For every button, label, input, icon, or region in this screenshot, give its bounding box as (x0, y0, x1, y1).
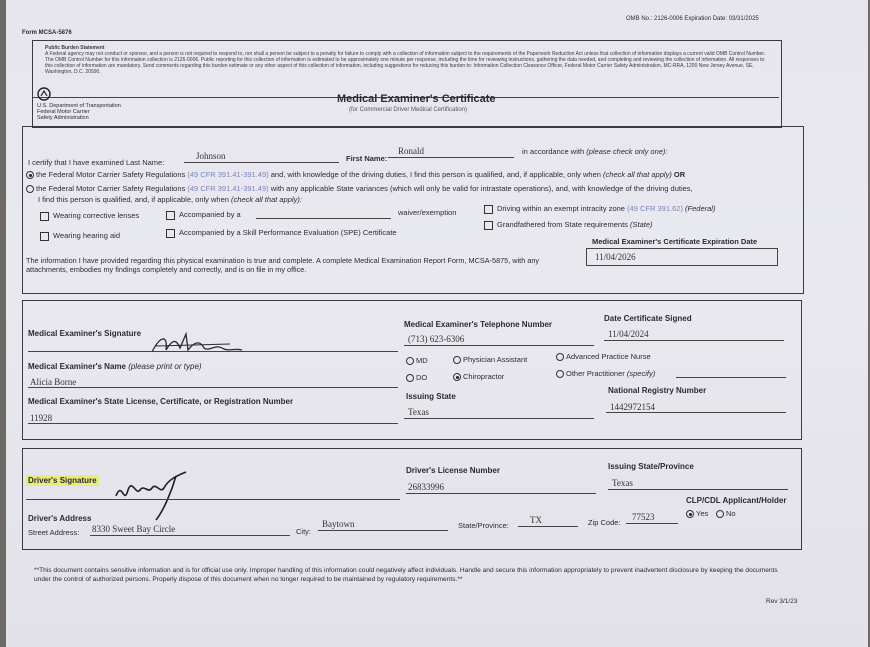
lenses-label: Wearing corrective lenses (53, 211, 140, 220)
state-province-label: State/Province: (458, 521, 509, 530)
header-box (32, 40, 782, 128)
issuing-state-value: Texas (408, 407, 429, 417)
zip-label: Zip Code: (588, 518, 621, 527)
agency-line-2: Safety Administration (37, 115, 89, 121)
opt1-text-b: and, with knowledge of the driving duties, I find this person is qualified, and, if applicable, only when (270, 170, 601, 179)
do-radio[interactable] (406, 374, 414, 382)
examiner-name-label-text: Medical Examiner's Name (28, 362, 126, 371)
md-option[interactable] (406, 356, 428, 365)
driver-signature-label-text: Driver's Signature (28, 476, 97, 485)
license-line (28, 423, 398, 424)
state-province-value: TX (530, 515, 542, 525)
driver-signature[interactable] (106, 466, 202, 529)
phone-label: Medical Examiner's Telephone Number (404, 320, 553, 329)
driver-state-value: Texas (612, 478, 633, 488)
examiner-name-hint: (please print or type) (128, 362, 202, 371)
date-signed-value: 11/04/2024 (608, 329, 649, 339)
city-line (318, 530, 448, 531)
registry-line (606, 412, 786, 413)
dept-name: U.S. Department of Transportation (37, 103, 121, 109)
issuing-state-line (404, 418, 594, 419)
issuing-state-label: Issuing State (406, 392, 456, 401)
driver-license-value: 26833996 (408, 482, 444, 492)
other-radio[interactable] (556, 370, 564, 378)
hearing-checkbox[interactable] (40, 232, 49, 241)
do-label: DO (416, 373, 428, 382)
date-signed-label: Date Certificate Signed (604, 314, 692, 323)
examiner-signature-line (28, 351, 398, 352)
registry-value: 1442972154 (610, 402, 655, 412)
opt2-citation[interactable]: (49 CFR 391.41-391.49) (187, 184, 269, 193)
street-value: 8330 Sweet Bay Circle (92, 524, 176, 534)
other-hint: (specify) (626, 369, 656, 378)
opt2-text-c: I find this person is qualified, and, if applicable, only when (38, 195, 229, 204)
last-name-value: Johnson (196, 151, 226, 161)
driver-signature-label (26, 476, 99, 485)
city-value: Baytown (322, 519, 355, 529)
opt2-text-a: the Federal Motor Carrier Safety Regulations (36, 184, 186, 193)
federal-radio[interactable] (26, 171, 34, 179)
apn-option[interactable] (556, 352, 651, 361)
spe-label: Accompanied by a Skill Performance Evaluation (SPE) Certificate (179, 228, 397, 237)
apn-label: Advanced Practice Nurse (566, 352, 651, 361)
other-option[interactable] (556, 369, 655, 378)
checkbox-grandfathered[interactable] (484, 220, 653, 230)
waiver-label: waiver/exemption (398, 208, 457, 217)
expiration-date: 11/04/2026 (595, 252, 636, 262)
md-radio[interactable] (406, 357, 414, 365)
intracity-label: Driving within an exempt intracity zone (497, 204, 625, 213)
clp-yes-label: Yes (696, 509, 709, 518)
zip-value: 77523 (632, 512, 655, 522)
examiner-signature[interactable] (146, 326, 256, 365)
chiro-label: Chiropractor (463, 372, 505, 381)
examiner-name-value: Alicia Borne (30, 377, 77, 387)
registry-label: National Registry Number (608, 386, 707, 395)
intracity-federal: (Federal) (685, 204, 716, 213)
expiration-label: Medical Examiner's Certificate Expiration Date (592, 237, 758, 246)
option-state[interactable] (26, 184, 693, 193)
hearing-label: Wearing hearing aid (53, 231, 120, 240)
clp-no-label: No (726, 509, 736, 518)
agency-line-1: Federal Motor Carrier (37, 109, 90, 115)
date-signed-line (604, 340, 784, 341)
accompanied-checkbox[interactable] (166, 211, 175, 220)
do-option[interactable] (406, 373, 427, 382)
opt1-citation[interactable]: (49 CFR 391.41-391.49) (187, 170, 269, 179)
zip-line (626, 523, 678, 524)
checkbox-hearing[interactable] (40, 231, 120, 241)
pa-label: Physician Assistant (463, 355, 528, 364)
pa-option[interactable] (453, 355, 527, 364)
cert-intro: I certify that I have examined Last Name: (28, 158, 165, 167)
opt1-or: OR (673, 170, 686, 179)
driver-address-label: Driver's Address (28, 514, 92, 523)
checkbox-intracity[interactable] (484, 204, 715, 214)
md-label: MD (416, 356, 428, 365)
driver-license-label: Driver's License Number (406, 466, 500, 475)
examiner-name-line (28, 387, 398, 388)
opt1-text-c: (check all that apply) (603, 170, 672, 179)
street-label: Street Address: (28, 528, 80, 537)
chiro-radio[interactable] (453, 373, 461, 381)
check-one-hint: (please check only one): (586, 147, 668, 156)
accordance-text: in accordance with (522, 147, 585, 156)
spe-checkbox[interactable] (166, 229, 175, 238)
clp-yes-option[interactable] (686, 509, 708, 518)
opt1-text-a: the Federal Motor Carrier Safety Regulations (36, 170, 186, 179)
pa-radio[interactable] (453, 356, 461, 364)
intracity-checkbox[interactable] (484, 205, 493, 214)
sensitivity-notice: **This document contains sensitive information and is for official use only. Improper handling of this information could negatively affect individuals. Handle and secure this information appropriately to prevent inadvertent disclosure by keeping the documents under the control of authorized persons. Properly dispose of this document when no longer required to be maintained by regulatory requirements.** (34, 567, 778, 583)
driver-state-label: Issuing State/Province (608, 462, 694, 471)
certificate-subtitle: (for Commercial Driver Medical Certification) (349, 107, 468, 113)
grandfathered-state: (State) (630, 220, 653, 229)
form-number: Form MCSA-5876 (22, 30, 72, 36)
state-province-line (518, 526, 578, 527)
license-value: 11928 (30, 413, 53, 423)
omb-number: OMB No.: 2126-0006 Expiration Date: 03/31/2025 (626, 16, 759, 22)
burden-statement (45, 45, 773, 95)
grandfathered-label: Grandfathered from State requirements (497, 220, 628, 229)
clp-yes-radio[interactable] (686, 510, 694, 518)
accompanied-label: Accompanied by a (179, 210, 241, 219)
lenses-checkbox[interactable] (40, 212, 49, 221)
phone-value: (713) 623-6306 (408, 334, 465, 344)
grandfathered-checkbox[interactable] (484, 221, 493, 230)
other-line[interactable] (676, 377, 786, 378)
examiner-statement: The information I have provided regarding this physical examination is true and complete. A complete Medical Examination Report Form, MCSA-5875, with any attachments, embodies my findings completely and correctly, and is on file in my office. (26, 256, 540, 274)
clp-no-option[interactable] (716, 509, 736, 518)
burden-title: Public Burden Statement (45, 45, 105, 51)
license-label: Medical Examiner's State License, Certificate, or Registration Number (28, 397, 294, 406)
examiner-signature-label: Medical Examiner's Signature (28, 329, 142, 338)
clp-label: CLP/CDL Applicant/Holder (686, 496, 787, 505)
agency-block (37, 103, 121, 121)
certificate-title: Medical Examiner's Certificate (337, 93, 496, 105)
other-label: Other Practitioner (566, 369, 625, 378)
certificate-sheet (6, 0, 868, 647)
expiration-box[interactable] (586, 248, 778, 266)
opt2-line2 (38, 195, 302, 204)
chiro-option[interactable] (453, 372, 504, 381)
street-line (90, 535, 290, 536)
state-variance-radio[interactable] (26, 185, 34, 193)
checkbox-accompanied[interactable] (166, 210, 241, 220)
city-label: City: (296, 527, 311, 536)
first-name-line (388, 157, 514, 158)
accordance (522, 147, 668, 156)
apn-radio[interactable] (556, 353, 564, 361)
option-federal[interactable] (26, 170, 685, 179)
clp-no-radio[interactable] (716, 510, 724, 518)
phone-line (404, 345, 594, 346)
last-name-line (184, 162, 339, 163)
checkbox-spe[interactable] (166, 228, 397, 238)
accompanied-line[interactable] (256, 218, 391, 219)
driver-license-line (406, 493, 596, 494)
driver-state-line (608, 489, 788, 490)
examiner-name-label (28, 362, 202, 371)
burden-text: A Federal agency may not conduct or sponsor, and a person is not required to respond to, nor shall a person be subject to a penalty for failure to comply with a collection of information subject to the requirements of the Paperwork Reduction Act unless that collection of information displays a current valid OMB Control Number. The OMB Control Number for this information collection is 2126-0006. Public reporting for this collection of information is estimated to be approximately one minute per response, including the time for reviewing instructions, gathering the data needed, and completing and reviewing the collection of information. All responses to this collection of information are mandatory. Send comments regarding this burden estimate or any other aspect of this collection of information, including suggestions for reducing this burden to: Information Collection Clearance Officer, Federal Motor Carrier Safety Administration, MC-RRA, 1200 New Jersey Avenue, SE, Washington, D.C. 20590. (45, 51, 766, 75)
opt2-text-b: with any applicable State variances (which will only be valid for intrastate operations), and, with knowledge of the driving duties, (270, 184, 693, 193)
driver-signature-line (26, 499, 400, 500)
first-name-label: First Name: (346, 154, 388, 163)
revision: Rev 3/1/23 (766, 598, 798, 605)
opt2-text-d: (check all that apply): (231, 195, 302, 204)
first-name-value: Ronald (398, 146, 424, 156)
checkbox-lenses[interactable] (40, 211, 139, 221)
intracity-citation[interactable]: (49 CFR 391.62) (627, 204, 683, 213)
